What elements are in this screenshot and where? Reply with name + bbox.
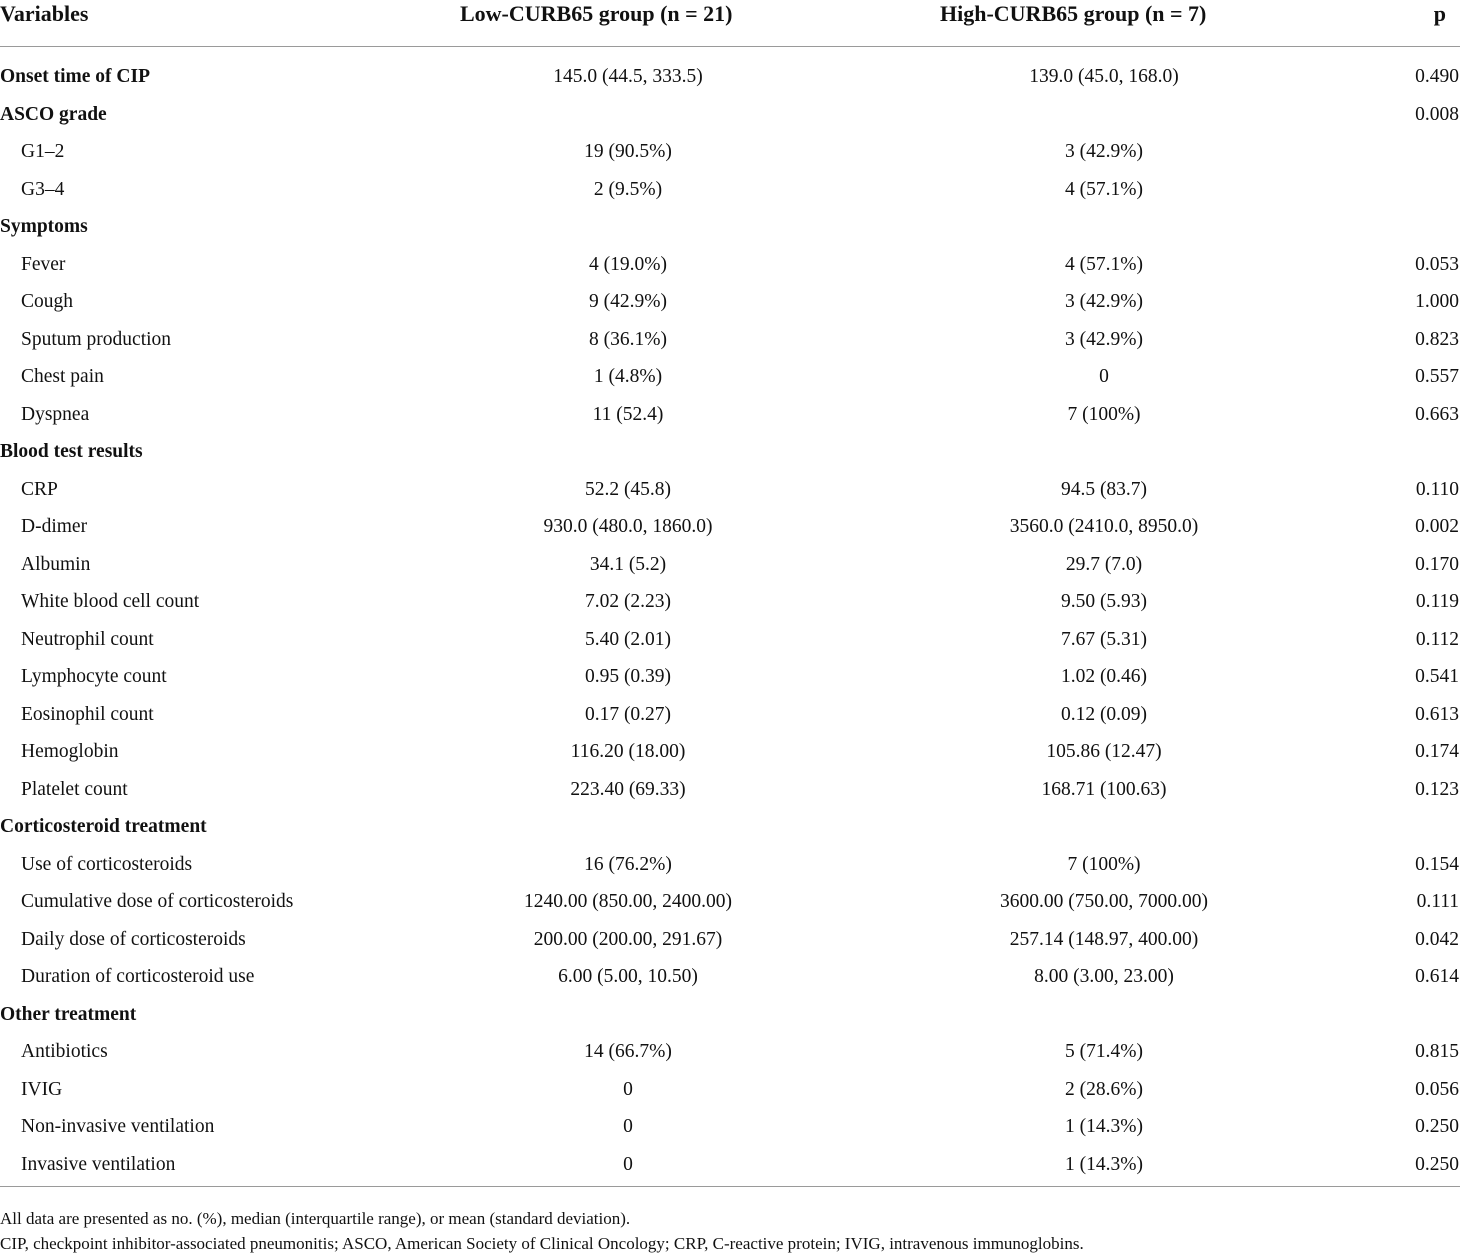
cell-high-curb65: 1 (14.3%) [1065, 1116, 1143, 1137]
table-header [0, 0, 1460, 47]
row-label: Eosinophil count [21, 703, 154, 725]
row-label: Cumulative dose of corticosteroids [21, 891, 294, 912]
cell-p-value: 0.112 [1415, 628, 1459, 650]
table-row [0, 396, 1460, 434]
cell-low-curb65: 1 (4.8%) [593, 366, 663, 387]
cell-high-curb65: 4 (57.1%) [1065, 178, 1143, 200]
cell-low-curb65: 6.00 (5.00, 10.50) [558, 966, 698, 987]
table-row [0, 1071, 1460, 1109]
footnote-data-presentation: All data are presented as no. (%), median (interquartile range), or mean (standard deviation). [0, 1209, 631, 1228]
table-section-row [0, 96, 1460, 134]
cell-low-curb65: 0 [623, 1153, 633, 1175]
cell-high-curb65: 94.5 (83.7) [1060, 478, 1148, 500]
cell-low-curb65: 4 (19.0%) [589, 253, 667, 275]
table-row [0, 921, 1460, 959]
table-row [0, 583, 1460, 621]
cell-low-curb65: 0.17 (0.27) [584, 703, 672, 725]
header-p-value: p [1433, 1, 1446, 26]
cell-low-curb65: 1240.00 (850.00, 2400.00) [524, 891, 732, 912]
cell-p-value: 0.557 [1415, 366, 1459, 387]
row-label: Cough [21, 291, 74, 312]
table-footnotes [0, 1207, 1084, 1256]
row-label: Platelet count [21, 778, 128, 800]
header-high-curb65: High-CURB65 group (n = 7) [940, 1, 1207, 26]
cell-p-value: 0.053 [1415, 253, 1459, 275]
table-body [0, 58, 1460, 1187]
table-row [0, 1146, 1460, 1184]
row-label: Sputum production [21, 328, 172, 350]
table-row [0, 133, 1460, 171]
table-row [0, 321, 1460, 359]
table-row [0, 883, 1460, 921]
cell-high-curb65: 3 (42.9%) [1065, 141, 1143, 162]
cell-low-curb65: 11 (52.4) [592, 403, 664, 425]
table-row [0, 1033, 1460, 1071]
cell-p-value: 0.042 [1415, 928, 1459, 950]
table-row [0, 658, 1460, 696]
row-label: G3–4 [21, 178, 65, 200]
row-label: IVIG [21, 1078, 63, 1100]
cell-p-value: 0.614 [1415, 966, 1459, 987]
row-label: Duration of corticosteroid use [21, 966, 255, 987]
table-section-row [0, 433, 1460, 471]
cell-high-curb65: 5 (71.4%) [1065, 1041, 1143, 1062]
cell-high-curb65: 4 (57.1%) [1065, 253, 1143, 275]
cell-low-curb65: 930.0 (480.0, 1860.0) [543, 516, 713, 537]
cell-high-curb65: 257.14 (148.97, 400.00) [1009, 928, 1199, 950]
row-label: Neutrophil count [21, 628, 154, 650]
cell-high-curb65: 3560.0 (2410.0, 8950.0) [1009, 516, 1199, 537]
row-label: D-dimer [21, 516, 88, 537]
row-label: Lymphocyte count [21, 666, 167, 687]
cell-high-curb65: 7 (100%) [1067, 853, 1141, 875]
cell-low-curb65: 7.02 (2.23) [584, 591, 672, 612]
cell-low-curb65: 145.0 (44.5, 333.5) [553, 66, 703, 87]
cell-high-curb65: 3 (42.9%) [1065, 291, 1143, 312]
row-label: Use of corticosteroids [21, 853, 193, 875]
cell-low-curb65: 116.20 (18.00) [570, 741, 686, 762]
table-row [0, 471, 1460, 509]
row-label: Corticosteroid treatment [0, 816, 207, 837]
cell-p-value: 0.174 [1415, 741, 1459, 762]
row-label: Dyspnea [21, 403, 90, 425]
table-section-row [0, 808, 1460, 846]
cell-p-value: 0.490 [1415, 66, 1459, 87]
cell-p-value: 0.111 [1416, 891, 1459, 912]
cell-p-value: 0.815 [1415, 1041, 1459, 1062]
cell-low-curb65: 34.1 (5.2) [589, 553, 667, 575]
cell-high-curb65: 8.00 (3.00, 23.00) [1034, 966, 1174, 987]
table-row [0, 733, 1460, 771]
row-label: ASCO grade [0, 103, 107, 125]
cell-low-curb65: 14 (66.7%) [584, 1041, 672, 1062]
cell-high-curb65: 29.7 (7.0) [1065, 553, 1143, 575]
table-row [0, 621, 1460, 659]
cell-high-curb65: 3 (42.9%) [1065, 328, 1143, 350]
row-label: Symptoms [0, 216, 88, 237]
row-label: White blood cell count [21, 591, 200, 612]
table-row [0, 358, 1460, 396]
row-label: Onset time of CIP [0, 66, 151, 87]
table-row [0, 771, 1460, 809]
cell-low-curb65: 0 [623, 1116, 633, 1137]
table-row [0, 246, 1460, 284]
cell-high-curb65: 168.71 (100.63) [1041, 778, 1167, 800]
cell-p-value: 0.250 [1415, 1116, 1459, 1137]
cell-p-value: 0.002 [1415, 516, 1459, 537]
cell-high-curb65: 2 (28.6%) [1065, 1078, 1143, 1100]
cell-low-curb65: 200.00 (200.00, 291.67) [533, 928, 723, 950]
table-row [0, 696, 1460, 734]
cell-p-value: 0.541 [1415, 666, 1459, 687]
row-label: Albumin [21, 553, 91, 575]
table-row [0, 508, 1460, 546]
table-row [0, 846, 1460, 884]
cell-p-value: 0.119 [1415, 591, 1459, 612]
row-label: Fever [21, 253, 66, 275]
header-low-curb65: Low-CURB65 group (n = 21) [460, 1, 733, 26]
table-row [0, 958, 1460, 996]
row-label: Antibiotics [21, 1041, 108, 1062]
cell-high-curb65: 9.50 (5.93) [1060, 591, 1148, 612]
row-label: G1–2 [21, 141, 65, 162]
cell-low-curb65: 5.40 (2.01) [584, 628, 672, 650]
cell-high-curb65: 0.12 (0.09) [1060, 703, 1148, 725]
cell-high-curb65: 105.86 (12.47) [1046, 741, 1162, 762]
cell-high-curb65: 7.67 (5.31) [1060, 628, 1148, 650]
cell-p-value: 0.056 [1415, 1078, 1459, 1100]
row-label: Blood test results [0, 441, 143, 462]
row-label: Invasive ventilation [21, 1153, 176, 1175]
cell-high-curb65: 1.02 (0.46) [1060, 666, 1148, 687]
row-label: CRP [21, 478, 58, 500]
cell-p-value: 1.000 [1415, 291, 1459, 312]
header-variables: Variables [0, 1, 89, 26]
table-row [0, 283, 1460, 321]
cell-low-curb65: 9 (42.9%) [589, 291, 667, 312]
cell-high-curb65: 3600.00 (750.00, 7000.00) [1000, 891, 1208, 912]
cell-low-curb65: 2 (9.5%) [593, 178, 663, 200]
table-section-row [0, 208, 1460, 246]
row-label: Hemoglobin [21, 741, 119, 762]
cell-p-value: 0.008 [1415, 103, 1459, 125]
cell-p-value: 0.613 [1415, 703, 1459, 725]
row-label: Chest pain [21, 366, 104, 387]
footnote-abbreviations: CIP, checkpoint inhibitor-associated pneumonitis; ASCO, American Society of Clinical Oncology; CRP, C-reactive protein; IVIG, intravenous immunoglobins. [0, 1233, 1084, 1253]
cell-high-curb65: 7 (100%) [1067, 403, 1141, 425]
cell-p-value: 0.110 [1415, 478, 1459, 500]
table-section-row [0, 58, 1460, 96]
cell-low-curb65: 0.95 (0.39) [584, 666, 672, 687]
row-label: Daily dose of corticosteroids [21, 928, 246, 950]
row-label: Other treatment [0, 1003, 137, 1025]
table-row [0, 546, 1460, 584]
table-row [0, 1108, 1460, 1146]
cell-low-curb65: 8 (36.1%) [589, 328, 667, 350]
cell-low-curb65: 52.2 (45.8) [584, 478, 672, 500]
table-row [0, 171, 1460, 209]
table-section-row [0, 996, 1460, 1034]
cell-low-curb65: 0 [623, 1078, 633, 1100]
cell-p-value: 0.154 [1415, 853, 1459, 875]
cell-p-value: 0.250 [1415, 1153, 1459, 1175]
cell-p-value: 0.823 [1415, 328, 1459, 350]
cell-high-curb65: 1 (14.3%) [1065, 1153, 1143, 1175]
cell-p-value: 0.663 [1415, 403, 1459, 425]
cell-p-value: 0.123 [1415, 778, 1459, 800]
cell-high-curb65: 0 [1099, 366, 1109, 387]
row-label: Non-invasive ventilation [21, 1116, 215, 1137]
cell-low-curb65: 16 (76.2%) [584, 853, 672, 875]
cell-low-curb65: 19 (90.5%) [584, 141, 672, 162]
cell-low-curb65: 223.40 (69.33) [570, 778, 686, 800]
cell-high-curb65: 139.0 (45.0, 168.0) [1029, 66, 1179, 87]
cell-p-value: 0.170 [1415, 553, 1459, 575]
